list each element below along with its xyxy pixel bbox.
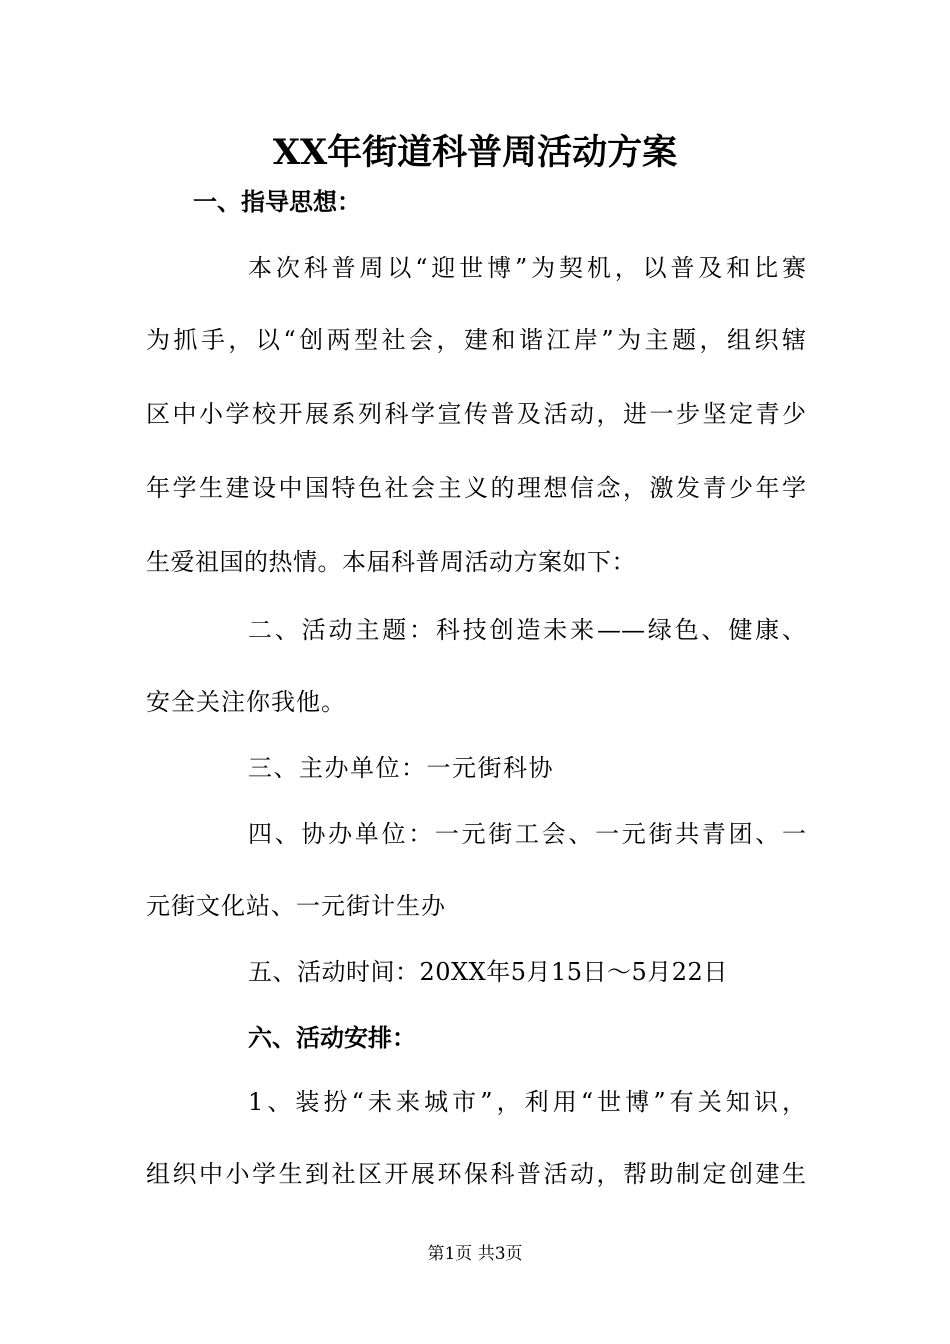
activity-item-line: 1、装扮“未来城市”，利用“世博”有关知识，: [248, 1088, 806, 1116]
document-title: XX年街道科普周活动方案: [272, 132, 678, 173]
activity-time-line: 五、活动时间：20XX年5月15日～5月22日: [248, 958, 728, 986]
organizer-line: 三、主办单位：一元街科协: [248, 754, 554, 782]
section-heading-guiding-ideology: 一、指导思想：: [193, 187, 361, 216]
activity-item-line: 组织中小学生到社区开展环保科普活动，帮助制定创建生: [146, 1160, 806, 1188]
paragraph-line: 本次科普周以“迎世博”为契机，以普及和比赛: [248, 254, 806, 282]
theme-line: 安全关注你我他。: [146, 688, 346, 716]
paragraph-line: 为抓手，以“创两型社会，建和谐江岸”为主题，组织辖: [146, 326, 806, 354]
theme-line: 二、活动主题：科技创造未来——绿色、健康、: [248, 616, 806, 644]
page-footer: 第1页 共3页: [427, 1244, 523, 1264]
section-heading-activity-arrangement: 六、活动安排：: [248, 1023, 416, 1052]
paragraph-line: 生爱祖国的热情。本届科普周活动方案如下：: [146, 548, 636, 576]
coorganizer-line: 元街文化站、一元街计生办: [146, 892, 446, 920]
coorganizer-line: 四、协办单位：一元街工会、一元街共青团、一: [248, 820, 806, 848]
paragraph-line: 区中小学校开展系列科学宣传普及活动，进一步坚定青少: [146, 400, 806, 428]
paragraph-line: 年学生建设中国特色社会主义的理想信念，激发青少年学: [146, 474, 806, 502]
